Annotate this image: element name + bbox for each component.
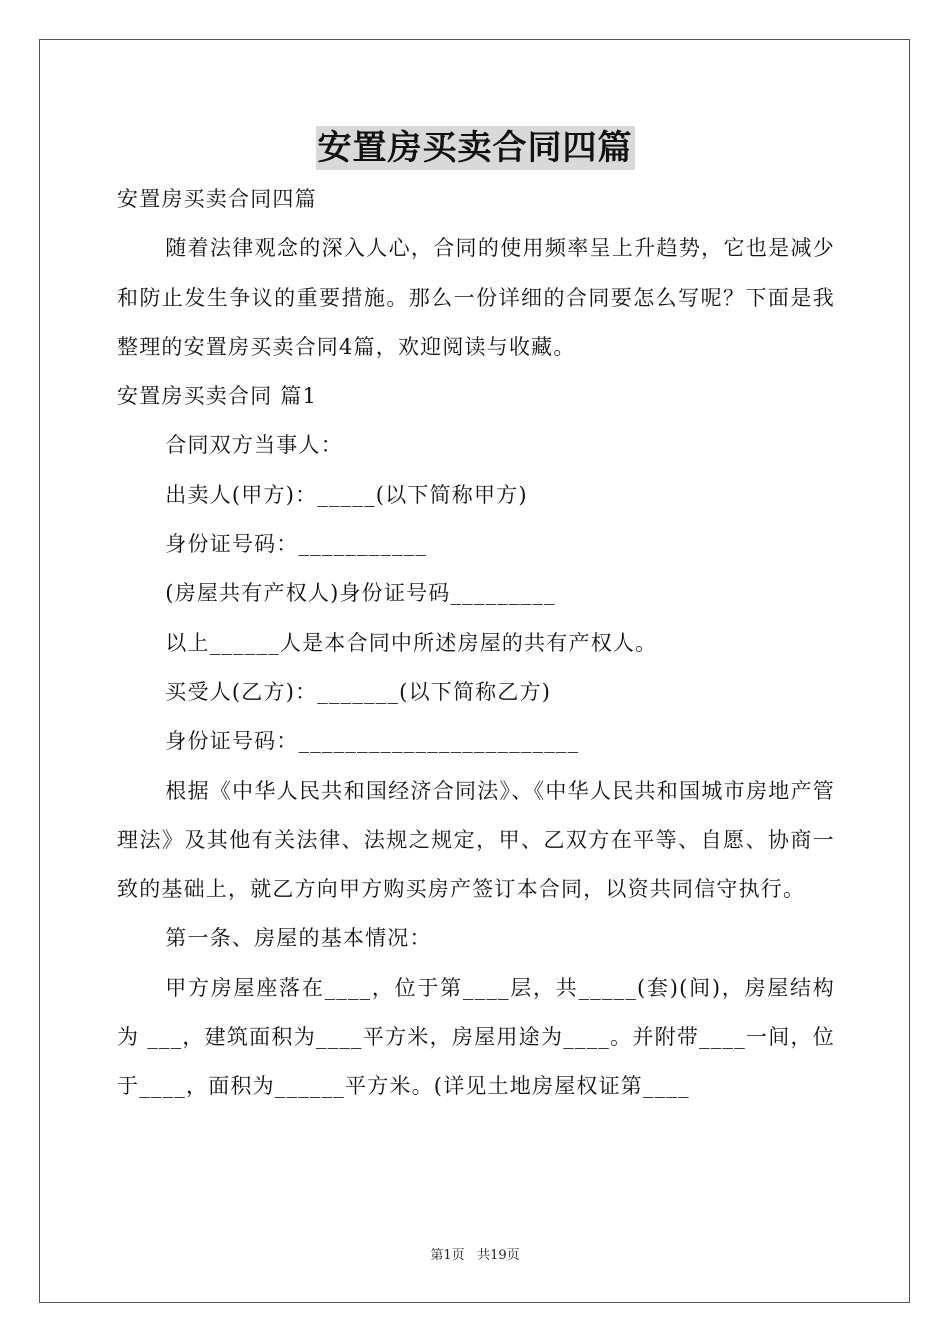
document-body — [117, 175, 835, 1112]
section-heading: 安置房买卖合同 篇1 — [117, 384, 318, 409]
page-total: 共19页 — [477, 1248, 520, 1263]
paragraph: 甲方房屋座落在____，位于第____层，共_____(套)(间)，房屋结构为 ___，建筑面积为____平方米，房屋用途为____。并附带____一间，位于____，面积为______平方米。(详见土地房屋权证第____ — [117, 975, 835, 1099]
paragraph: 身份证号码：________________________ — [165, 729, 580, 754]
paragraph: 随着法律观念的深入人心，合同的使用频率呈上升趋势，它也是减少和防止发生争议的重要措施。那么一份详细的合同要怎么写呢？下面是我整理的安置房买卖合同4篇，欢迎阅读与收藏。 — [117, 236, 835, 359]
paragraph: 第一条、房屋的基本情况： — [165, 926, 432, 951]
page-footer — [0, 1247, 950, 1265]
paragraph: 安置房买卖合同四篇 — [117, 187, 317, 211]
document-title: 安置房买卖合同四篇 — [317, 128, 633, 168]
paragraph: 身份证号码：___________ — [165, 532, 428, 557]
title-area — [0, 126, 950, 170]
page-number: 第1页 — [430, 1248, 465, 1263]
paragraph: 根据《中华人民共和国经济合同法》、《中华人民共和国城市房地产管理法》及其他有关法律、法规之规定，甲、乙双方在平等、自愿、协商一致的基础上，就乙方向甲方购买房产签订本合同，以资共同信守执行。 — [117, 778, 835, 902]
paragraph: 以上______人是本合同中所述房屋的共有产权人。 — [165, 630, 658, 655]
paragraph: 合同双方当事人： — [165, 433, 343, 458]
paragraph: 出卖人(甲方)：_____(以下简称甲方) — [165, 482, 528, 507]
paragraph: (房屋共有产权人)身份证号码_________ — [165, 581, 556, 606]
paragraph: 买受人(乙方)：_______(以下简称乙方) — [165, 679, 552, 704]
